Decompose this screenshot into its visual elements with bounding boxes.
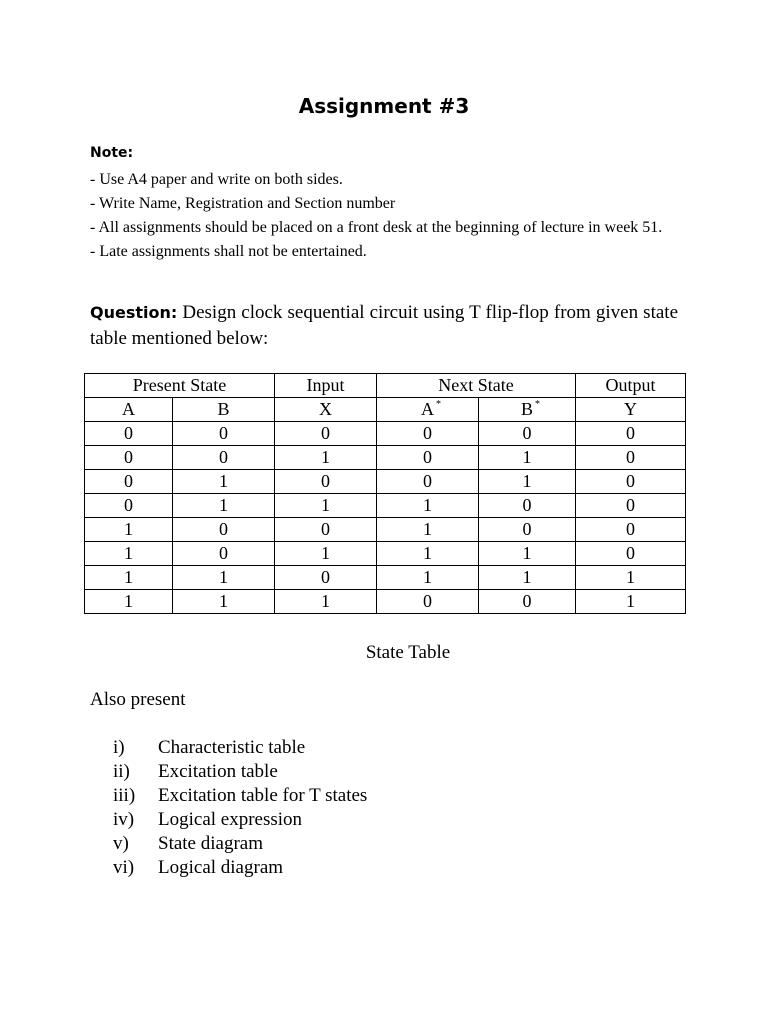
table-cell: 0 [377, 422, 479, 446]
table-cell: 0 [377, 470, 479, 494]
table-cell: 1 [275, 590, 377, 614]
list-item [113, 736, 367, 760]
list-item-number: v) [113, 833, 129, 854]
list-item-number: ii) [113, 761, 130, 782]
table-cell: 0 [479, 590, 576, 614]
note-line: - Late assignments shall not be entertained. [90, 243, 367, 260]
table-cell: 0 [275, 422, 377, 446]
header-output: Output [576, 374, 686, 398]
table-row [85, 446, 686, 470]
list-item-number: iii) [113, 785, 136, 806]
table-group-header-row [85, 374, 686, 398]
table-cell: 0 [173, 446, 275, 470]
table-cell: 0 [275, 518, 377, 542]
table-row [85, 494, 686, 518]
state-table [84, 373, 686, 614]
table-cell: 1 [479, 470, 576, 494]
table-cell: 0 [173, 422, 275, 446]
list-item [113, 856, 367, 880]
table-cell: 1 [85, 566, 173, 590]
table-cell: 1 [275, 542, 377, 566]
list-item [113, 808, 367, 832]
table-cell: 0 [479, 422, 576, 446]
table-cell: 0 [576, 422, 686, 446]
table-cell: 0 [576, 518, 686, 542]
table-cell: 1 [275, 446, 377, 470]
table-cell: 0 [275, 470, 377, 494]
table-caption: State Table [365, 642, 451, 663]
list-item-text: Excitation table for T states [158, 785, 368, 806]
table-cell: 0 [479, 518, 576, 542]
table-cell: 1 [377, 518, 479, 542]
list-item-text: Logical diagram [158, 857, 284, 878]
subheader-b: B [173, 398, 275, 422]
question [90, 300, 678, 352]
table-cell: 0 [576, 446, 686, 470]
subheader-y: Y [576, 398, 686, 422]
table-cell: 1 [576, 566, 686, 590]
note-line: - All assignments should be placed on a front desk at the beginning of lecture in week 51. [90, 219, 663, 236]
table-cell: 0 [85, 422, 173, 446]
table-subheader-row [85, 398, 686, 422]
star-mark: * [535, 399, 540, 410]
list-item [113, 832, 367, 856]
table-cell: 0 [275, 566, 377, 590]
note-label: Note: [90, 145, 134, 161]
table-cell: 0 [377, 446, 479, 470]
list-item-text: Excitation table [158, 761, 278, 782]
list-item-text: State diagram [158, 833, 263, 854]
subheader-a: A [85, 398, 173, 422]
question-text: Design clock sequential circuit using T flip-flop from given state table mentioned below: [90, 302, 678, 349]
table-cell: 0 [576, 542, 686, 566]
table-cell: 1 [85, 542, 173, 566]
table-cell: 1 [576, 590, 686, 614]
table-cell: 0 [576, 494, 686, 518]
subheader-a-next-label: A [421, 399, 434, 419]
list-item-text: Logical expression [158, 809, 303, 830]
table-row [85, 422, 686, 446]
table-cell: 0 [85, 446, 173, 470]
table-cell: 1 [85, 590, 173, 614]
table-cell: 1 [377, 566, 479, 590]
table-cell: 0 [173, 542, 275, 566]
list-item [113, 760, 367, 784]
subheader-x: X [275, 398, 377, 422]
list-item-text: Characteristic table [158, 737, 306, 758]
table-row [85, 566, 686, 590]
header-next-state: Next State [377, 374, 576, 398]
note-line: - Use A4 paper and write on both sides. [90, 171, 343, 188]
table-cell: 1 [479, 542, 576, 566]
header-input: Input [275, 374, 377, 398]
table-cell: 1 [479, 446, 576, 470]
table-cell: 1 [479, 566, 576, 590]
table-cell: 0 [85, 470, 173, 494]
note-line: - Write Name, Registration and Section number [90, 195, 396, 212]
table-row [85, 542, 686, 566]
list-item-number: i) [113, 737, 125, 758]
table-row [85, 590, 686, 614]
table-cell: 0 [377, 590, 479, 614]
table-cell: 1 [173, 566, 275, 590]
table-cell: 0 [576, 470, 686, 494]
subheader-b-next-label: B [520, 399, 533, 419]
subheader-a-next [377, 398, 479, 422]
table-cell: 1 [173, 470, 275, 494]
note-list [90, 168, 680, 264]
table-cell: 0 [479, 494, 576, 518]
table-row [85, 470, 686, 494]
subheader-b-next [479, 398, 576, 422]
table-cell: 1 [173, 494, 275, 518]
table-cell: 1 [85, 518, 173, 542]
list-item [113, 784, 367, 808]
star-mark: * [436, 399, 441, 410]
table-cell: 0 [85, 494, 173, 518]
question-label: Question: [90, 303, 178, 322]
also-present: Also present [90, 689, 186, 710]
state-table-body [85, 422, 686, 614]
table-cell: 1 [275, 494, 377, 518]
table-cell: 0 [173, 518, 275, 542]
list-item-number: iv) [113, 809, 135, 830]
table-row [85, 518, 686, 542]
task-list [113, 736, 367, 880]
table-cell: 1 [377, 542, 479, 566]
table-cell: 1 [173, 590, 275, 614]
list-item-number: vi) [113, 857, 135, 878]
header-present-state: Present State [85, 374, 275, 398]
page-title: Assignment #3 [298, 94, 470, 118]
table-cell: 1 [377, 494, 479, 518]
